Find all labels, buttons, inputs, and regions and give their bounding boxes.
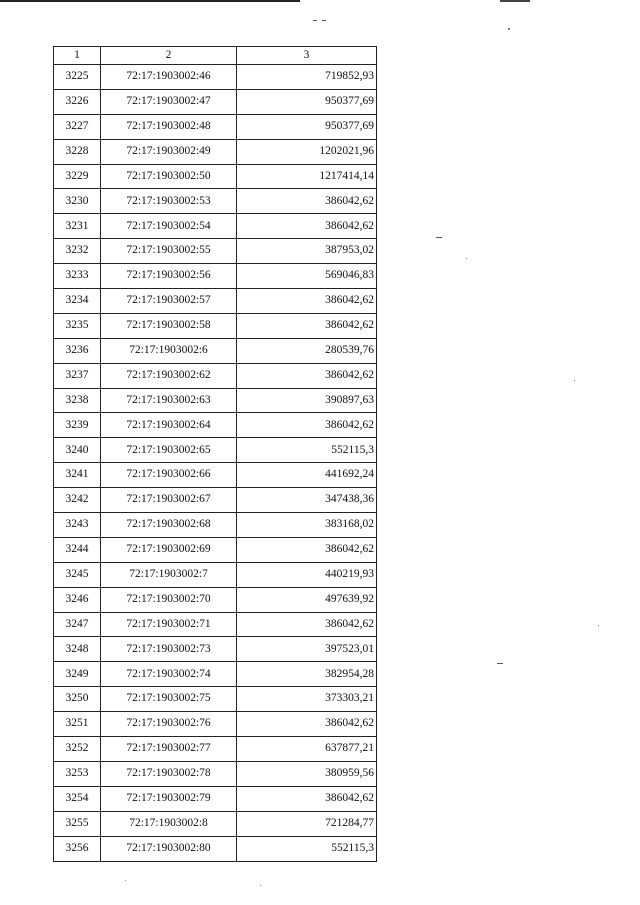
table-row (54, 438, 377, 463)
table-row (54, 513, 377, 538)
cadastral-number-cell: 72:17:1903002:8 (101, 811, 237, 836)
row-number-cell: 3236 (54, 338, 101, 363)
row-number-cell: 3231 (54, 214, 101, 239)
cadastral-value-cell: 721284,77 (237, 811, 377, 836)
table-row (54, 164, 377, 189)
cadastral-number-cell: 72:17:1903002:62 (101, 363, 237, 388)
scan-dash (497, 663, 503, 664)
scan-dash (313, 20, 317, 21)
cadastral-value-cell: 382954,28 (237, 662, 377, 687)
cadastral-value-cell: 386042,62 (237, 363, 377, 388)
table-row (54, 811, 377, 836)
table-row (54, 737, 377, 762)
table-row (54, 363, 377, 388)
table-row (54, 836, 377, 861)
cadastral-value-cell: 280539,76 (237, 338, 377, 363)
cadastral-value-cell: 552115,3 (237, 836, 377, 861)
cadastral-number-cell: 72:17:1903002:74 (101, 662, 237, 687)
table-row (54, 189, 377, 214)
cadastral-value-cell: 497639,92 (237, 587, 377, 612)
row-number-cell: 3256 (54, 836, 101, 861)
cadastral-value-cell: 386042,62 (237, 189, 377, 214)
cadastral-value-cell: 347438,36 (237, 488, 377, 513)
row-number-cell: 3232 (54, 239, 101, 264)
cadastral-number-cell: 72:17:1903002:70 (101, 587, 237, 612)
cadastral-value-cell: 719852,93 (237, 65, 377, 90)
table-row (54, 761, 377, 786)
table-row (54, 239, 377, 264)
table-row (54, 687, 377, 712)
row-number-cell: 3230 (54, 189, 101, 214)
cadastral-value-cell: 386042,62 (237, 612, 377, 637)
row-number-cell: 3250 (54, 687, 101, 712)
cadastral-number-cell: 72:17:1903002:7 (101, 562, 237, 587)
row-number-cell: 3235 (54, 313, 101, 338)
cadastral-value-cell: 1217414,14 (237, 164, 377, 189)
cadastral-number-cell: 72:17:1903002:66 (101, 463, 237, 488)
row-number-cell: 3239 (54, 413, 101, 438)
scan-speck (598, 625, 599, 626)
table-row (54, 488, 377, 513)
table-body (54, 65, 377, 862)
row-number-cell: 3240 (54, 438, 101, 463)
cadastral-value-cell: 390897,63 (237, 388, 377, 413)
table-row (54, 89, 377, 114)
cadastral-number-cell: 72:17:1903002:77 (101, 737, 237, 762)
cadastral-number-cell: 72:17:1903002:69 (101, 537, 237, 562)
row-number-cell: 3251 (54, 712, 101, 737)
row-number-cell: 3244 (54, 537, 101, 562)
cadastral-number-cell: 72:17:1903002:65 (101, 438, 237, 463)
row-number-cell: 3225 (54, 65, 101, 90)
row-number-cell: 3228 (54, 139, 101, 164)
cadastral-number-cell: 72:17:1903002:54 (101, 214, 237, 239)
cadastral-value-cell: 386042,62 (237, 413, 377, 438)
table-row (54, 264, 377, 289)
table-row (54, 562, 377, 587)
scan-speck (466, 258, 467, 259)
cadastral-number-cell: 72:17:1903002:64 (101, 413, 237, 438)
row-number-cell: 3233 (54, 264, 101, 289)
row-number-cell: 3254 (54, 786, 101, 811)
cadastral-value-cell: 387953,02 (237, 239, 377, 264)
table-row (54, 463, 377, 488)
cadastral-value-cell: 386042,62 (237, 289, 377, 314)
row-number-cell: 3234 (54, 289, 101, 314)
table-row (54, 637, 377, 662)
row-number-cell: 3247 (54, 612, 101, 637)
scan-dash (322, 20, 326, 21)
cadastral-value-cell: 386042,62 (237, 313, 377, 338)
row-number-cell: 3243 (54, 513, 101, 538)
row-number-cell: 3248 (54, 637, 101, 662)
cadastral-number-cell: 72:17:1903002:6 (101, 338, 237, 363)
cadastral-value-cell: 386042,62 (237, 712, 377, 737)
table-row (54, 214, 377, 239)
scan-dash (436, 237, 442, 238)
table-row (54, 662, 377, 687)
table-row (54, 587, 377, 612)
cadastral-number-cell: 72:17:1903002:67 (101, 488, 237, 513)
cadastral-number-cell: 72:17:1903002:50 (101, 164, 237, 189)
cadastral-number-cell: 72:17:1903002:49 (101, 139, 237, 164)
cadastral-number-cell: 72:17:1903002:55 (101, 239, 237, 264)
cadastral-value-cell: 397523,01 (237, 637, 377, 662)
table-header-row (54, 47, 377, 65)
row-number-cell: 3237 (54, 363, 101, 388)
row-number-cell: 3253 (54, 761, 101, 786)
cadastral-number-cell: 72:17:1903002:68 (101, 513, 237, 538)
row-number-cell: 3241 (54, 463, 101, 488)
table-row (54, 65, 377, 90)
cadastral-number-cell: 72:17:1903002:79 (101, 786, 237, 811)
cadastral-value-cell: 386042,62 (237, 214, 377, 239)
table-row (54, 612, 377, 637)
table-row (54, 712, 377, 737)
row-number-cell: 3246 (54, 587, 101, 612)
cadastral-number-cell: 72:17:1903002:48 (101, 114, 237, 139)
cadastral-value-cell: 373303,21 (237, 687, 377, 712)
cadastral-number-cell: 72:17:1903002:73 (101, 637, 237, 662)
cadastral-number-cell: 72:17:1903002:56 (101, 264, 237, 289)
cadastral-value-cell: 440219,93 (237, 562, 377, 587)
cadastral-value-cell: 383168,02 (237, 513, 377, 538)
column-header-2: 2 (101, 47, 237, 65)
cadastral-value-cell: 637877,21 (237, 737, 377, 762)
cadastral-value-cell: 569046,83 (237, 264, 377, 289)
cadastral-value-cell: 1202021,96 (237, 139, 377, 164)
table-row (54, 313, 377, 338)
cadastral-number-cell: 72:17:1903002:46 (101, 65, 237, 90)
cadastral-number-cell: 72:17:1903002:80 (101, 836, 237, 861)
cadastral-number-cell: 72:17:1903002:58 (101, 313, 237, 338)
table-row (54, 289, 377, 314)
row-number-cell: 3242 (54, 488, 101, 513)
cadastral-value-cell: 950377,69 (237, 114, 377, 139)
table-row (54, 537, 377, 562)
row-number-cell: 3249 (54, 662, 101, 687)
cadastral-number-cell: 72:17:1903002:57 (101, 289, 237, 314)
table-row (54, 413, 377, 438)
cadastral-number-cell: 72:17:1903002:75 (101, 687, 237, 712)
row-number-cell: 3238 (54, 388, 101, 413)
row-number-cell: 3255 (54, 811, 101, 836)
cadastral-number-cell: 72:17:1903002:71 (101, 612, 237, 637)
table-row (54, 139, 377, 164)
page-top-rule-right (500, 0, 530, 2)
cadastral-value-cell: 552115,3 (237, 438, 377, 463)
row-number-cell: 3226 (54, 89, 101, 114)
cadastral-number-cell: 72:17:1903002:63 (101, 388, 237, 413)
scan-speck (574, 380, 575, 381)
table-row (54, 114, 377, 139)
cadastral-value-table (53, 46, 377, 862)
cadastral-number-cell: 72:17:1903002:76 (101, 712, 237, 737)
cadastral-value-cell: 386042,62 (237, 537, 377, 562)
scan-speck (125, 880, 126, 881)
cadastral-value-cell: 380959,56 (237, 761, 377, 786)
scan-speck (508, 28, 510, 30)
row-number-cell: 3252 (54, 737, 101, 762)
page-top-rule (0, 0, 300, 2)
column-header-1: 1 (54, 47, 101, 65)
table-row (54, 786, 377, 811)
cadastral-number-cell: 72:17:1903002:53 (101, 189, 237, 214)
scan-speck (260, 885, 261, 886)
row-number-cell: 3227 (54, 114, 101, 139)
table-row (54, 338, 377, 363)
table-row (54, 388, 377, 413)
cadastral-value-cell: 386042,62 (237, 786, 377, 811)
cadastral-number-cell: 72:17:1903002:47 (101, 89, 237, 114)
row-number-cell: 3245 (54, 562, 101, 587)
column-header-3: 3 (237, 47, 377, 65)
row-number-cell: 3229 (54, 164, 101, 189)
cadastral-value-cell: 441692,24 (237, 463, 377, 488)
cadastral-value-cell: 950377,69 (237, 89, 377, 114)
cadastral-number-cell: 72:17:1903002:78 (101, 761, 237, 786)
